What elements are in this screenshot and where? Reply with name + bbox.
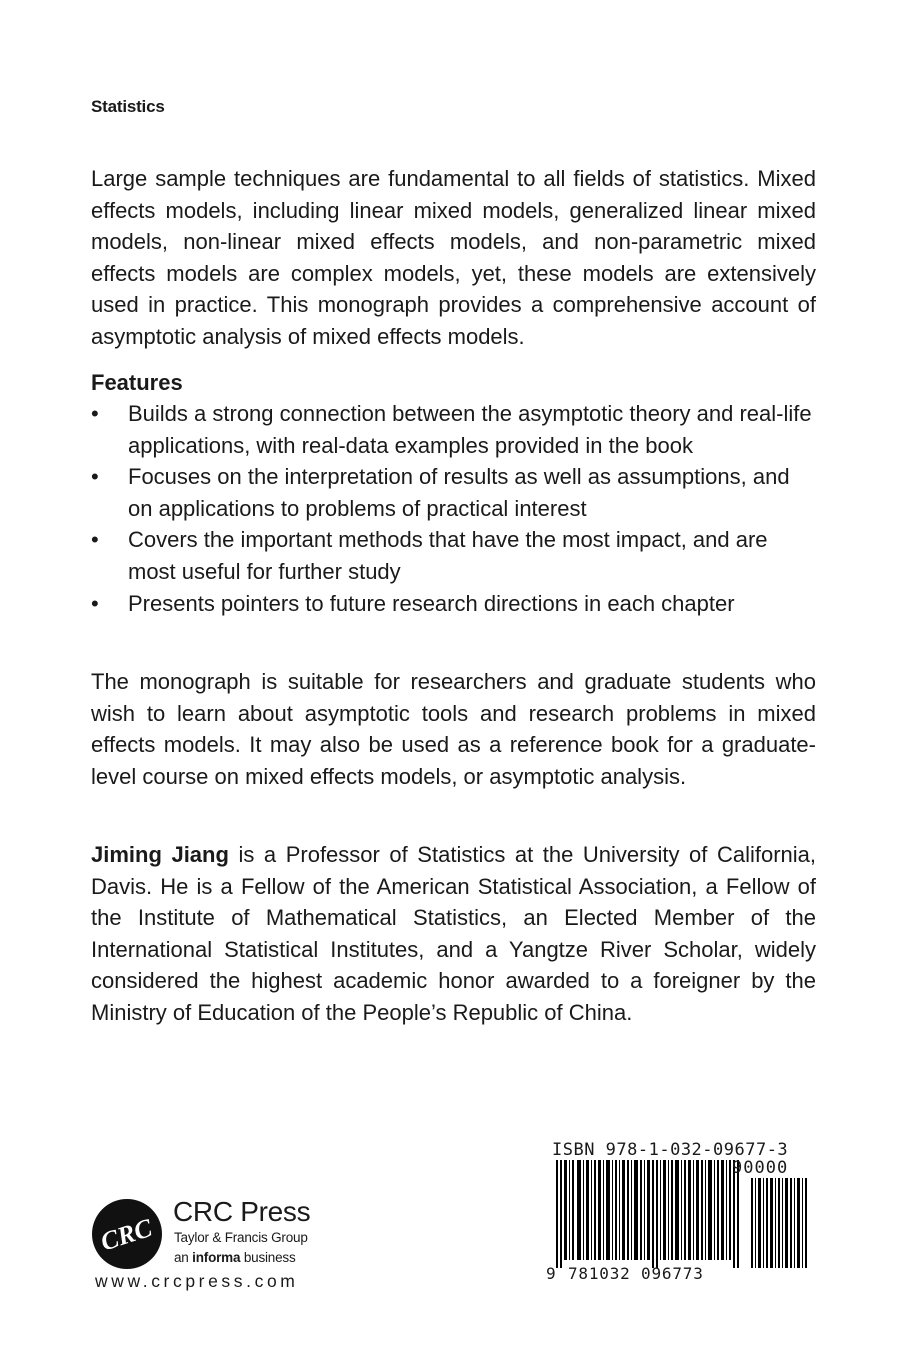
barcode-digit-rest: 781032 096773 (568, 1264, 704, 1283)
business-prefix: an (174, 1250, 193, 1265)
feature-text: Builds a strong connection between the asymptotic theory and real-life applications, with real-data examples provided in the book (128, 401, 812, 458)
business-bold: informa (192, 1250, 241, 1265)
author-bio: is a Professor of Statistics at the University of California, Davis. He is a Fellow of the American Statistical Association, a Fellow of the Institute of Mathematical Statistics, an Elected Member of the International Statistical Institutes, and a Yangtze River Scholar, widely considered the highest academic honor awarded to a foreigner by the Ministry of Education of the People’s Republic of China. (91, 842, 816, 1025)
feature-item (91, 461, 816, 524)
author-paragraph (91, 839, 816, 1029)
category-label: Statistics (91, 97, 165, 116)
bullet-icon: • (91, 590, 99, 616)
feature-item (91, 588, 816, 620)
feature-text: Focuses on the interpretation of results as well as assumptions, and on applications to problems of practical interest (128, 464, 790, 521)
barcode-digit-first: 9 (546, 1264, 557, 1283)
feature-text: Covers the important methods that have the most impact, and are most useful for further study (128, 527, 768, 584)
feature-item (91, 398, 816, 461)
features-section (91, 367, 816, 619)
price-code: 90000 (732, 1158, 789, 1178)
audience-paragraph: The monograph is suitable for researchers and graduate students who wish to learn about asymptotic tools and research problems in mixed effects models. It may also be used as a reference book for a graduate-level course on mixed effects models, or asymptotic analysis. (91, 669, 816, 789)
intro-paragraph: Large sample techniques are fundamental to all fields of statistics. Mixed effects models, including linear mixed models, generalized linear mixed models, non-linear mixed effects models, and non-parametric mixed effects models are complex models, yet, these models are extensively used in practice. This monograph provides a comprehensive account of asymptotic analysis of mixed effects models. (91, 166, 816, 349)
bullet-icon: • (91, 527, 99, 553)
publisher-business (174, 1250, 296, 1265)
features-list (91, 398, 816, 619)
crc-logo-icon (91, 1198, 163, 1270)
feature-text: Presents pointers to future research directions in each chapter (128, 590, 735, 616)
publisher-name: CRC Press (173, 1196, 311, 1227)
isbn-label: ISBN 978-1-032-09677-3 (552, 1140, 789, 1160)
business-suffix: business (240, 1250, 296, 1265)
features-heading: Features (91, 370, 183, 395)
publisher-url[interactable]: www.crcpress.com (95, 1271, 299, 1291)
feature-item (91, 524, 816, 587)
bullet-icon: • (91, 464, 99, 490)
author-name: Jiming Jiang (91, 842, 229, 867)
bullet-icon: • (91, 401, 99, 426)
crc-logo-text: CRC (96, 1212, 156, 1257)
publisher-group: Taylor & Francis Group (174, 1230, 308, 1245)
